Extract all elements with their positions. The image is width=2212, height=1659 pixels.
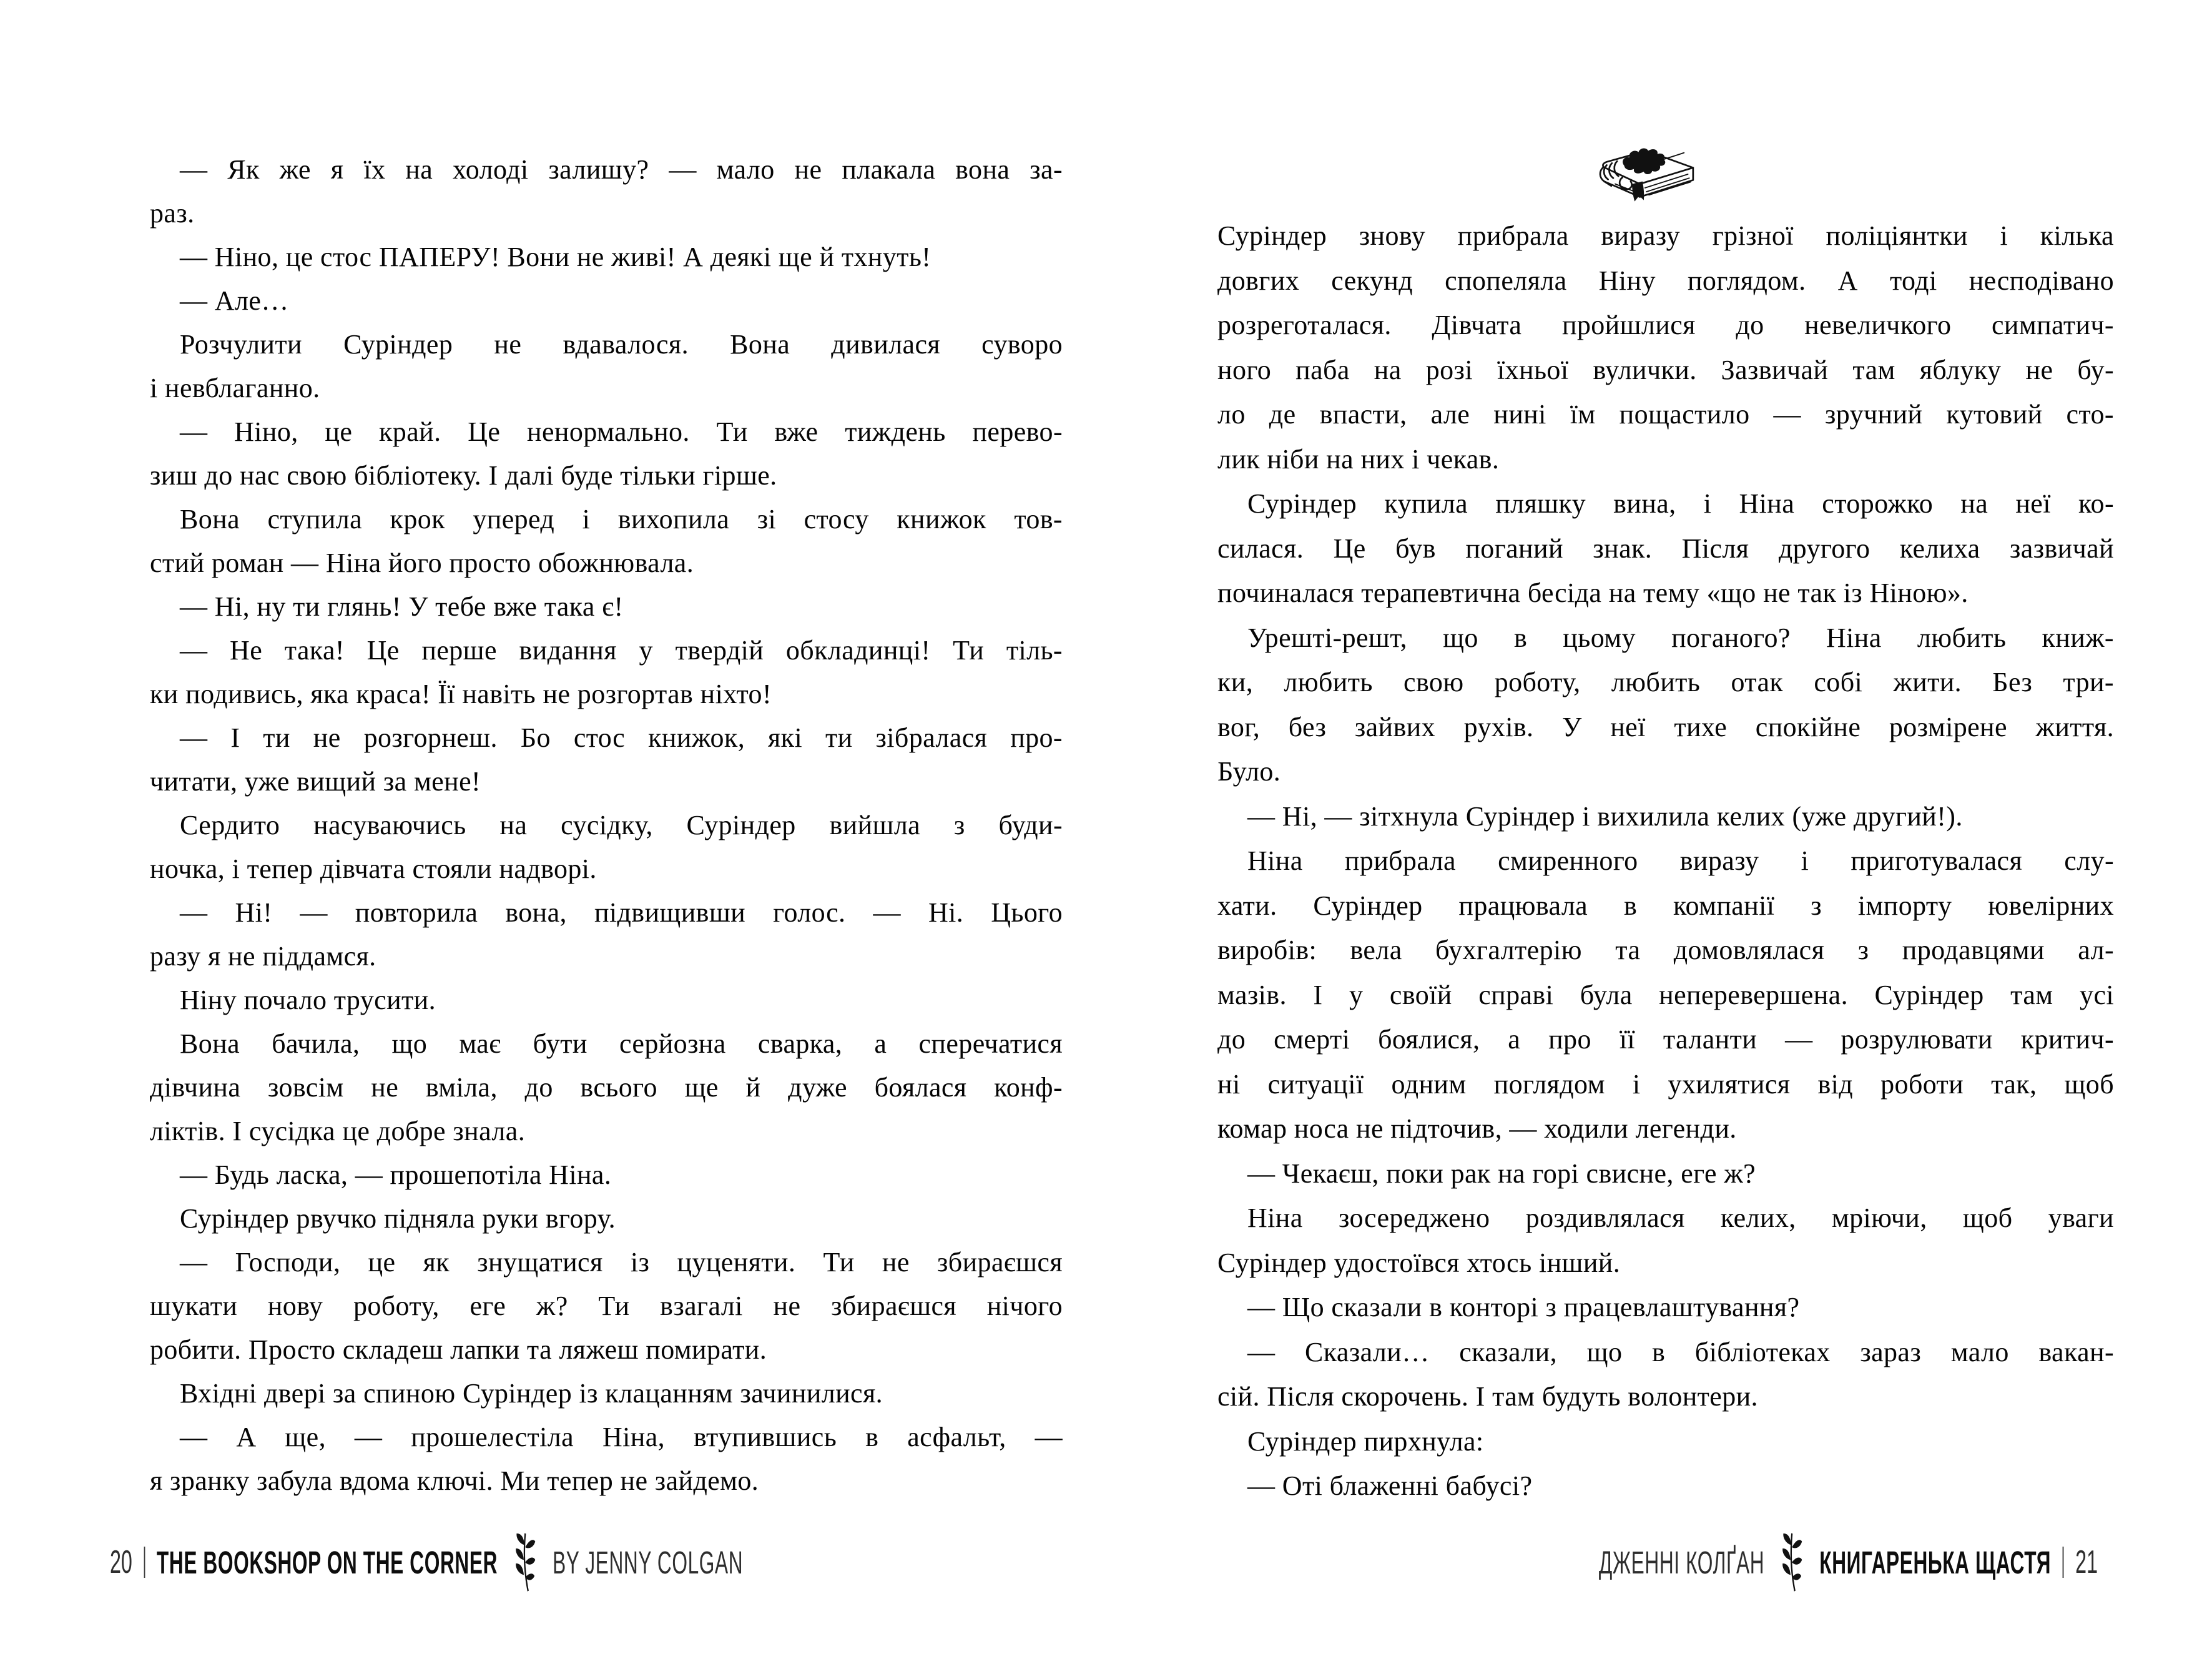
text-line: силася. Це був поганий знак. Після другого келиха зазвичай xyxy=(1217,533,2114,564)
text-line: Суріндер знову прибрала виразу грізної поліціянтки і кілька xyxy=(1217,220,2114,251)
footer-divider-right xyxy=(2063,1547,2064,1578)
text-line: ночка, і тепер дівчата стояли надворі. xyxy=(150,854,597,884)
text-line: — Оті блаженні бабусі? xyxy=(1247,1470,1533,1501)
text-line: вог, без зайвих рухів. У неї тихе спокійне розмірене життя. xyxy=(1217,711,2114,742)
text-line: — Сказали… сказали, що в бібліотеках зараз мало вакан- xyxy=(1247,1336,2114,1367)
book-with-leaf-ornament xyxy=(1598,145,1696,204)
text-line: Вона бачила, що має бути серйозна сварка, а сперечатися xyxy=(180,1028,1063,1059)
text-line: — Як же я їх на холоді залишу? — мало не плакала вона за- xyxy=(180,154,1063,185)
text-line: лик ніби на них і чекав. xyxy=(1217,443,1500,475)
text-line: Суріндер купила пляшку вина, і Ніна сторожко на неї ко- xyxy=(1247,488,2114,519)
footer-author: ДЖЕННІ КОЛҐАН xyxy=(1598,1544,1765,1580)
text-line: — Ні, ну ти глянь! У тебе вже така є! xyxy=(180,591,624,622)
footer-book-title-ukrainian: КНИГАРЕНЬКА ЩАСТЯ xyxy=(1819,1544,2052,1580)
text-line: до смерті боялися, а про її таланти — розрулювати критич- xyxy=(1217,1024,2114,1055)
text-line: Було. xyxy=(1217,756,1281,787)
text-line: — Господи, це як знущатися із цуценяти. Ти не збираєшся xyxy=(180,1247,1063,1277)
text-line: комар носа не підточив, — ходили легенди. xyxy=(1217,1113,1737,1144)
text-line: Ніна зосереджено роздивлялася келих, мріючи, щоб уваги xyxy=(1247,1203,2114,1233)
text-line: хати. Суріндер працювала в компанії з імпорту ювелірних xyxy=(1217,890,2114,921)
text-line: — Не така! Це перше видання у твердій обкладинці! Ти тіль- xyxy=(180,635,1063,666)
footer-byline: BY JENNY COLGAN xyxy=(553,1544,744,1580)
text-line: стий роман — Ніна його просто обожнювала. xyxy=(150,548,694,578)
text-line: — А ще, — прошелестіла Ніна, втупившись в асфальт, — xyxy=(180,1422,1063,1452)
text-line: — Будь ласка, — прошепотіла Ніна. xyxy=(180,1159,612,1190)
text-line: і невблаганно. xyxy=(150,373,320,403)
text-line: я зранку забула вдома ключі. Ми тепер не зайдемо. xyxy=(150,1465,759,1496)
text-line: виробів: вела бухгалтерію та домовлялася з продавцями ал- xyxy=(1217,935,2114,965)
text-line: Сердито насуваючись на сусідку, Суріндер вийшла з буди- xyxy=(180,810,1063,840)
text-line: разу я не піддамся. xyxy=(150,941,376,972)
text-line: — Що сказали в конторі з працевлаштування? xyxy=(1247,1292,1800,1322)
footer-divider-left xyxy=(144,1547,145,1578)
text-line: Суріндер удостоївся хтось інший. xyxy=(1217,1247,1621,1278)
text-line: Урешті-решт, що в цьому поганого? Ніна любить книж- xyxy=(1247,622,2114,653)
text-line: сій. Після скорочень. І там будуть волонтери. xyxy=(1217,1381,1758,1412)
text-line: робити. Просто складеш лапки та ляжеш помирати. xyxy=(150,1334,767,1365)
text-line: ліктів. І сусідка це добре знала. xyxy=(150,1116,526,1146)
text-line: Ніну почало трусити. xyxy=(180,985,436,1015)
page-right-body-text xyxy=(1217,214,2114,1509)
text-line: шукати нову роботу, еге ж? Ти взагалі не збираєшся нічого xyxy=(150,1291,1063,1321)
text-line: ного паба на розі їхньої вулички. Зазвичай там яблуку не бу- xyxy=(1217,354,2114,385)
text-line: ки, любить свою роботу, любить отак собі жити. Без три- xyxy=(1217,667,2114,697)
text-line: зиш до нас свою бібліотеку. І далі буде тільки гірше. xyxy=(150,460,777,491)
page-number-left: 20 xyxy=(110,1544,132,1580)
text-line: дівчина зовсім не вміла, до всього ще й дуже боялася конф- xyxy=(150,1072,1063,1103)
text-line: читати, уже вищий за мене! xyxy=(150,766,481,797)
text-line: ні ситуації одним поглядом і ухилятися від роботи так, щоб xyxy=(1217,1068,2114,1100)
text-line: Розчулити Суріндер не вдавалося. Вона дивилася суворо xyxy=(180,329,1063,360)
text-line: мазів. І у своїй справі була неперевершена. Суріндер там усі xyxy=(1217,979,2114,1010)
text-line: — Але… xyxy=(180,285,289,316)
text-line: ки подивись, яка краса! Її навіть не розгортав ніхто! xyxy=(150,679,772,709)
text-line: розреготалася. Дівчата пройшлися до невеличкого симпатич- xyxy=(1217,310,2114,340)
text-line: — Чекаєш, поки рак на горі свисне, еге ж? xyxy=(1247,1158,1756,1189)
text-line: — Ніно, це стос ПАПЕРУ! Вони не живі! А деякі ще й тхнуть! xyxy=(180,242,931,272)
text-line: — Ні! — повторила вона, підвищивши голос. — Ні. Цього xyxy=(180,897,1063,928)
leaf-sprig-icon xyxy=(509,1532,541,1592)
text-line: Ніна прибрала смиренного виразу і приготувалася слу- xyxy=(1247,845,2114,876)
page-left-body-text xyxy=(150,148,1063,1503)
text-line: Суріндер рвучко підняла руки вгору. xyxy=(180,1203,616,1234)
footer-right xyxy=(1599,1536,2098,1588)
text-line: — І ти не розгорнеш. Бо стос книжок, які ти зібралася про- xyxy=(180,722,1063,753)
text-line: довгих секунд спопеляла Ніну поглядом. А тоді несподівано xyxy=(1217,265,2114,296)
footer-book-title-english: THE BOOKSHOP ON THE CORNER xyxy=(156,1544,498,1580)
text-line: — Ні, — зітхнула Суріндер і вихилила келих (уже другий!). xyxy=(1247,800,1963,832)
book-with-leaf-icon xyxy=(1598,145,1696,204)
text-line: — Ніно, це край. Це ненормально. Ти вже тиждень перево- xyxy=(180,416,1063,447)
text-line: Вхідні двері за спиною Суріндер із клацанням зачинилися. xyxy=(180,1378,883,1409)
footer-left xyxy=(110,1536,743,1588)
text-line: починалася терапевтична бесіда на тему «що не так із Ніною». xyxy=(1217,578,1969,608)
text-line: Суріндер пирхнула: xyxy=(1247,1425,1484,1457)
text-line: Вона ступила крок уперед і вихопила зі стосу книжок тов- xyxy=(180,504,1063,534)
page-number-right: 21 xyxy=(2075,1544,2098,1580)
text-line: ло де впасти, але нині їм пощастило — зручний кутовий сто- xyxy=(1217,399,2114,430)
leaf-sprig-icon xyxy=(1776,1532,1808,1592)
text-line: раз. xyxy=(150,198,195,229)
